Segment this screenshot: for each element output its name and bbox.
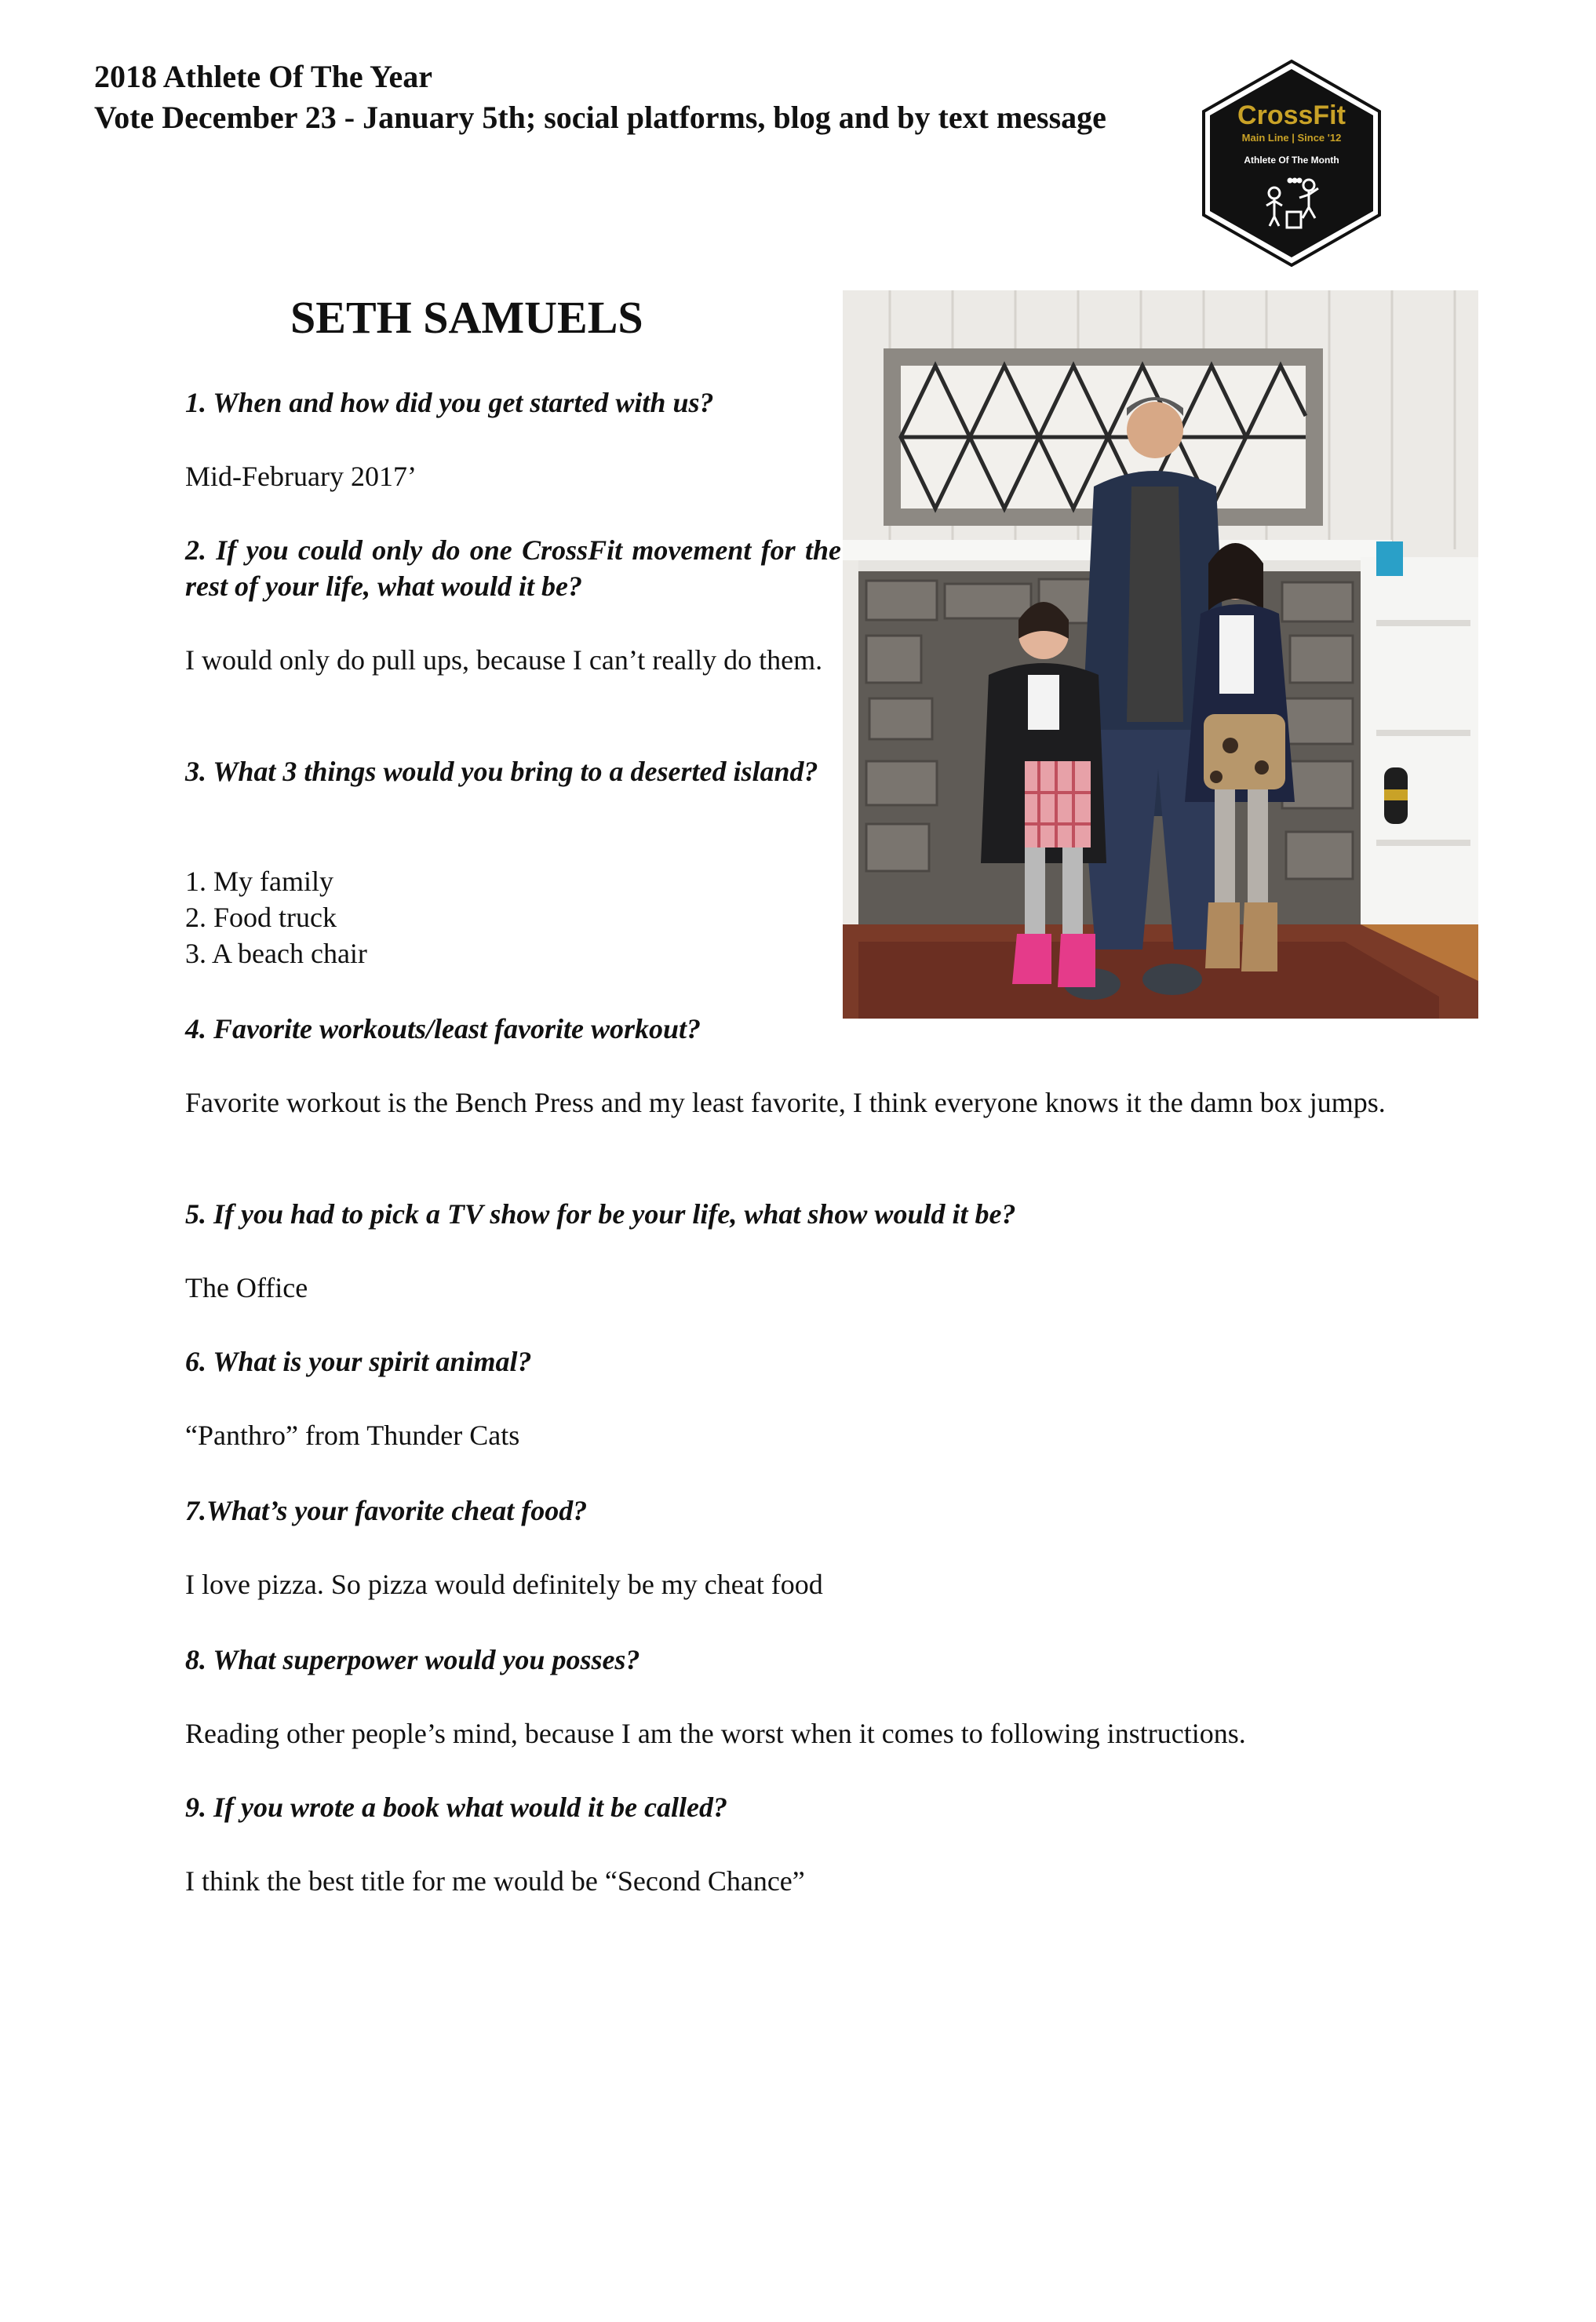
list-item: 3. A beach chair [185, 938, 367, 969]
question-1: 1. When and how did you get started with us? [185, 387, 714, 418]
answer-5: The Office [185, 1272, 308, 1303]
question-9: 9. If you wrote a book what would it be called? [185, 1792, 728, 1823]
answer-9: I think the best title for me would be “Second Chance” [185, 1865, 805, 1897]
answer-4: Favorite workout is the Bench Press and my least favorite, I think everyone knows it the damn box jumps. [185, 1087, 1386, 1118]
answer-7: I love pizza. So pizza would definitely be my cheat food [185, 1569, 823, 1600]
header-title: 2018 Athlete Of The Year [94, 59, 433, 94]
answer-2: I would only do pull ups, because I can’t really do them. [185, 644, 823, 676]
athlete-family-photo [843, 290, 1478, 1019]
athlete-name: SETH SAMUELS [290, 292, 643, 343]
question-5: 5. If you had to pick a TV show for be your life, what show would it be? [185, 1198, 1016, 1230]
question-4: 4. Favorite workouts/least favorite workout? [185, 1013, 701, 1044]
question-2: 2. If you could only do one CrossFit movement for the rest of your life, what would it be? [185, 534, 841, 602]
logo-brand: CrossFit [1237, 100, 1346, 130]
crossfit-logo [1199, 58, 1384, 268]
answer-8: Reading other people’s mind, because I am the worst when it comes to following instructions. [185, 1718, 1246, 1749]
answer-1: Mid-February 2017’ [185, 461, 417, 492]
logo-sub: Main Line | Since '12 [1241, 132, 1342, 144]
answer-3-list [185, 863, 841, 971]
logo-caption: Athlete Of The Month [1244, 155, 1339, 166]
list-item: 1. My family [185, 866, 333, 897]
question-7: 7.What’s your favorite cheat food? [185, 1495, 588, 1526]
header-vote-info: Vote December 23 - January 5th; social platforms, blog and by text message [94, 100, 1106, 135]
question-8: 8. What superpower would you posses? [185, 1644, 640, 1675]
question-3: 3. What 3 things would you bring to a deserted island? [185, 756, 818, 787]
question-6: 6. What is your spirit animal? [185, 1346, 532, 1377]
list-item: 2. Food truck [185, 902, 337, 933]
answer-6: “Panthro” from Thunder Cats [185, 1420, 520, 1451]
